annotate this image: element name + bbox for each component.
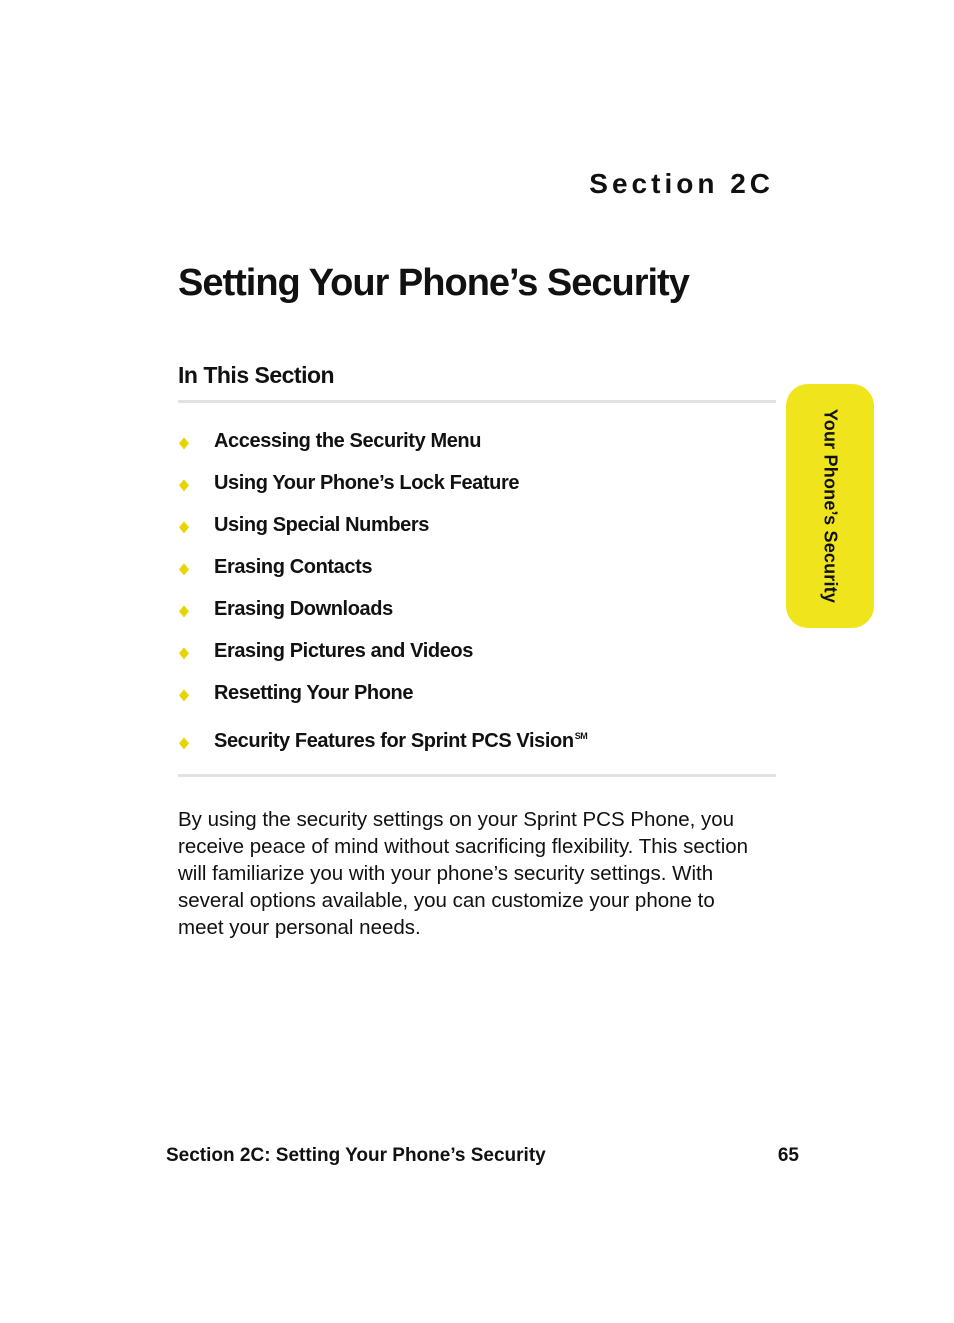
diamond-bullet-icon	[178, 689, 190, 701]
list-item-label: Erasing Contacts	[214, 555, 373, 578]
list-item	[178, 546, 776, 588]
list-item	[178, 420, 776, 462]
top-divider	[178, 400, 776, 403]
diamond-bullet-icon	[178, 737, 190, 749]
list-item	[178, 672, 776, 714]
bottom-divider	[178, 774, 776, 777]
page-title: Setting Your Phone’s Security	[178, 262, 689, 304]
section-side-tab	[786, 384, 874, 628]
list-item-label: Resetting Your Phone	[214, 681, 414, 704]
section-contents-list	[178, 420, 776, 766]
in-this-section-heading: In This Section	[178, 362, 335, 388]
list-item	[178, 588, 776, 630]
list-item-label: Erasing Pictures and Videos	[214, 639, 473, 662]
diamond-bullet-icon	[178, 479, 190, 491]
diamond-bullet-icon	[178, 521, 190, 533]
list-item-label-text: Security Features for Sprint PCS Vision	[214, 729, 574, 752]
list-item	[178, 462, 776, 504]
diamond-bullet-icon	[178, 647, 190, 659]
section-label: Section 2C	[589, 168, 774, 199]
list-item	[178, 630, 776, 672]
list-item	[178, 504, 776, 546]
list-item-label	[214, 730, 587, 753]
list-item	[178, 716, 776, 766]
list-item-label: Using Special Numbers	[214, 513, 429, 536]
list-item-label: Erasing Downloads	[214, 597, 393, 620]
diamond-bullet-icon	[178, 563, 190, 575]
service-mark: SM	[574, 730, 588, 741]
intro-paragraph: By using the security settings on your Sprint PCS Phone, you receive peace of mind without sacrificing flexibility. This section will familiarize you with your phone’s security settings. With several options available, you can customize your phone to meet your personal needs.	[178, 808, 749, 939]
diamond-bullet-icon	[178, 437, 190, 449]
footer-running-title: Section 2C: Setting Your Phone’s Security	[166, 1145, 546, 1166]
list-item-label: Using Your Phone’s Lock Feature	[214, 471, 520, 494]
page-number: 65	[777, 1145, 799, 1166]
list-item-label: Accessing the Security Menu	[214, 429, 482, 452]
side-tab-label: Your Phone’s Security	[820, 408, 841, 604]
diamond-bullet-icon	[178, 605, 190, 617]
page-footer	[166, 1145, 799, 1167]
